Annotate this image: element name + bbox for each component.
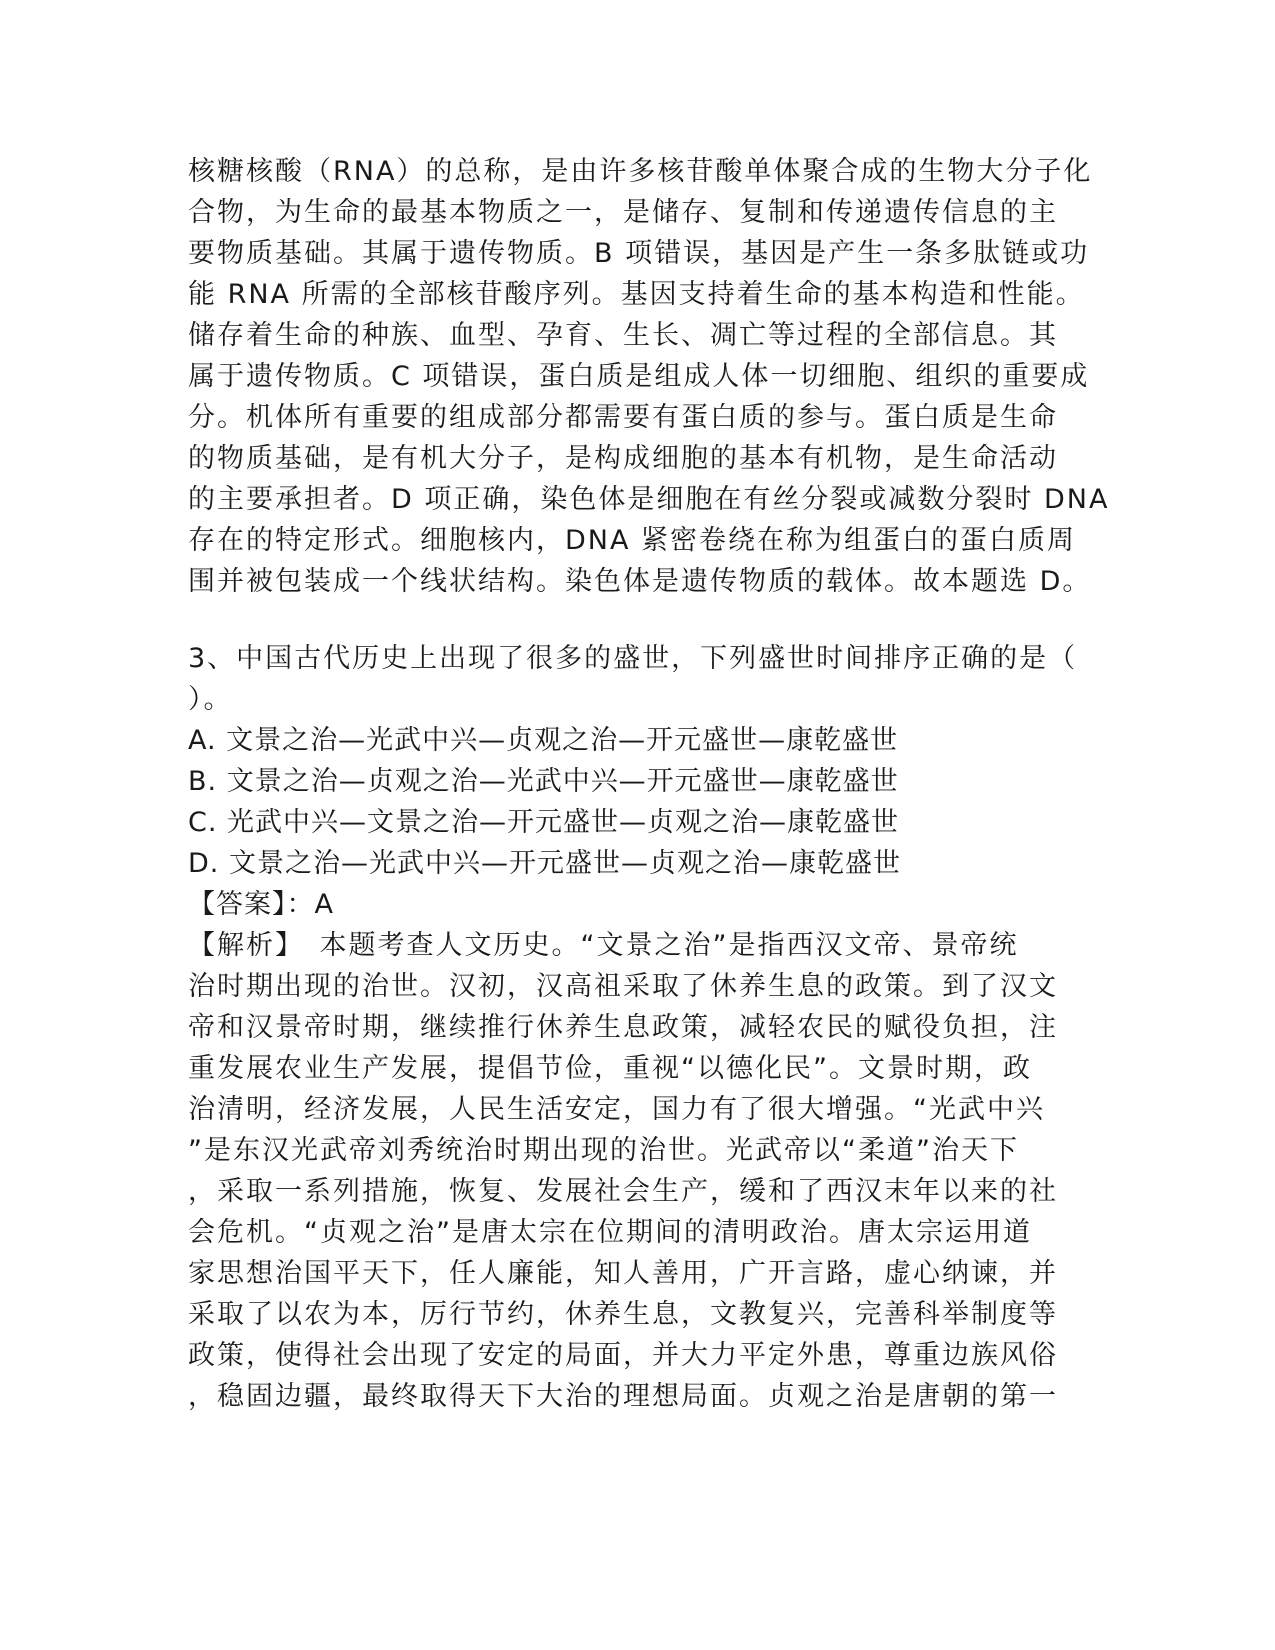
analysis-line: 治时期出现的治世。汉初，汉高祖采取了休养生息的政策。到了汉文 — [188, 971, 1058, 1002]
question-stem-continued: ）。 — [188, 684, 233, 715]
analysis-line: ，采取一系列措施，恢复、发展社会生产，缓和了西汉末年以来的社 — [188, 1176, 1058, 1207]
text-line: 合物，为生命的最基本物质之一，是储存、复制和传递遗传信息的主 — [188, 197, 1058, 228]
text-line: 分。机体所有重要的组成部分都需要有蛋白质的参与。蛋白质是生命 — [188, 402, 1058, 433]
text-line: 围并被包装成一个线状结构。染色体是遗传物质的载体。故本题选 D。 — [188, 566, 1092, 597]
explanation-paragraph — [188, 151, 1110, 602]
question-stem: 3、中国古代历史上出现了很多的盛世，下列盛世时间排序正确的是（ — [188, 643, 1078, 674]
question-3 — [188, 638, 1088, 1417]
answer-line: 【答案】：A — [188, 889, 334, 920]
analysis-line: 治清明，经济发展，人民生活安定，国力有了很大增强。“光武中兴 — [188, 1094, 1045, 1125]
text-line: 存在的特定形式。细胞核内，DNA 紧密卷绕在称为组蛋白的蛋白质周 — [188, 525, 1077, 556]
analysis-line: 会危机。“贞观之治”是唐太宗在位期间的清明政治。唐太宗运用道 — [188, 1217, 1032, 1248]
option-c: C. 光武中兴—文景之治—开元盛世—贞观之治—康乾盛世 — [188, 807, 900, 838]
text-line: 核糖核酸（RNA）的总称，是由许多核苷酸单体聚合成的生物大分子化 — [188, 156, 1093, 187]
analysis-line: 重发展农业生产发展，提倡节俭，重视“以德化民”。文景时期，政 — [188, 1053, 1032, 1084]
analysis-line: 家思想治国平天下，任人廉能，知人善用，广开言路，虚心纳谏，并 — [188, 1258, 1058, 1289]
analysis-line: 政策，使得社会出现了安定的局面，并大力平定外患，尊重边族风俗 — [188, 1340, 1058, 1371]
text-line: 能 RNA 所需的全部核苷酸序列。基因支持着生命的基本构造和性能。 — [188, 279, 1085, 310]
analysis-line: 采取了以农为本，厉行节约，休养生息，文教复兴，完善科举制度等 — [188, 1299, 1058, 1330]
option-d: D. 文景之治—光武中兴—开元盛世—贞观之治—康乾盛世 — [188, 848, 901, 879]
text-line: 的主要承担者。D 项正确，染色体是细胞在有丝分裂或减数分裂时 DNA — [188, 484, 1110, 515]
option-b: B. 文景之治—贞观之治—光武中兴—开元盛世—康乾盛世 — [188, 766, 899, 797]
option-a: A. 文景之治—光武中兴—贞观之治—开元盛世—康乾盛世 — [188, 725, 899, 756]
text-line: 的物质基础，是有机大分子，是构成细胞的基本有机物，是生命活动 — [188, 443, 1058, 474]
text-line: 储存着生命的种族、血型、孕育、生长、凋亡等过程的全部信息。其 — [188, 320, 1058, 351]
text-line: 要物质基础。其属于遗传物质。B 项错误，基因是产生一条多肽链或功 — [188, 238, 1090, 269]
analysis-line: ”是东汉光武帝刘秀统治时期出现的治世。光武帝以“柔道”治天下 — [188, 1135, 1019, 1166]
text-line: 属于遗传物质。C 项错误，蛋白质是组成人体一切细胞、组织的重要成 — [188, 361, 1090, 392]
analysis-line: 【解析】 本题考查人文历史。“文景之治”是指西汉文帝、景帝统 — [188, 930, 1019, 961]
analysis-line: ，稳固边疆，最终取得天下大治的理想局面。贞观之治是唐朝的第一 — [188, 1381, 1058, 1412]
analysis-line: 帝和汉景帝时期，继续推行休养生息政策，减轻农民的赋役负担，注 — [188, 1012, 1058, 1043]
